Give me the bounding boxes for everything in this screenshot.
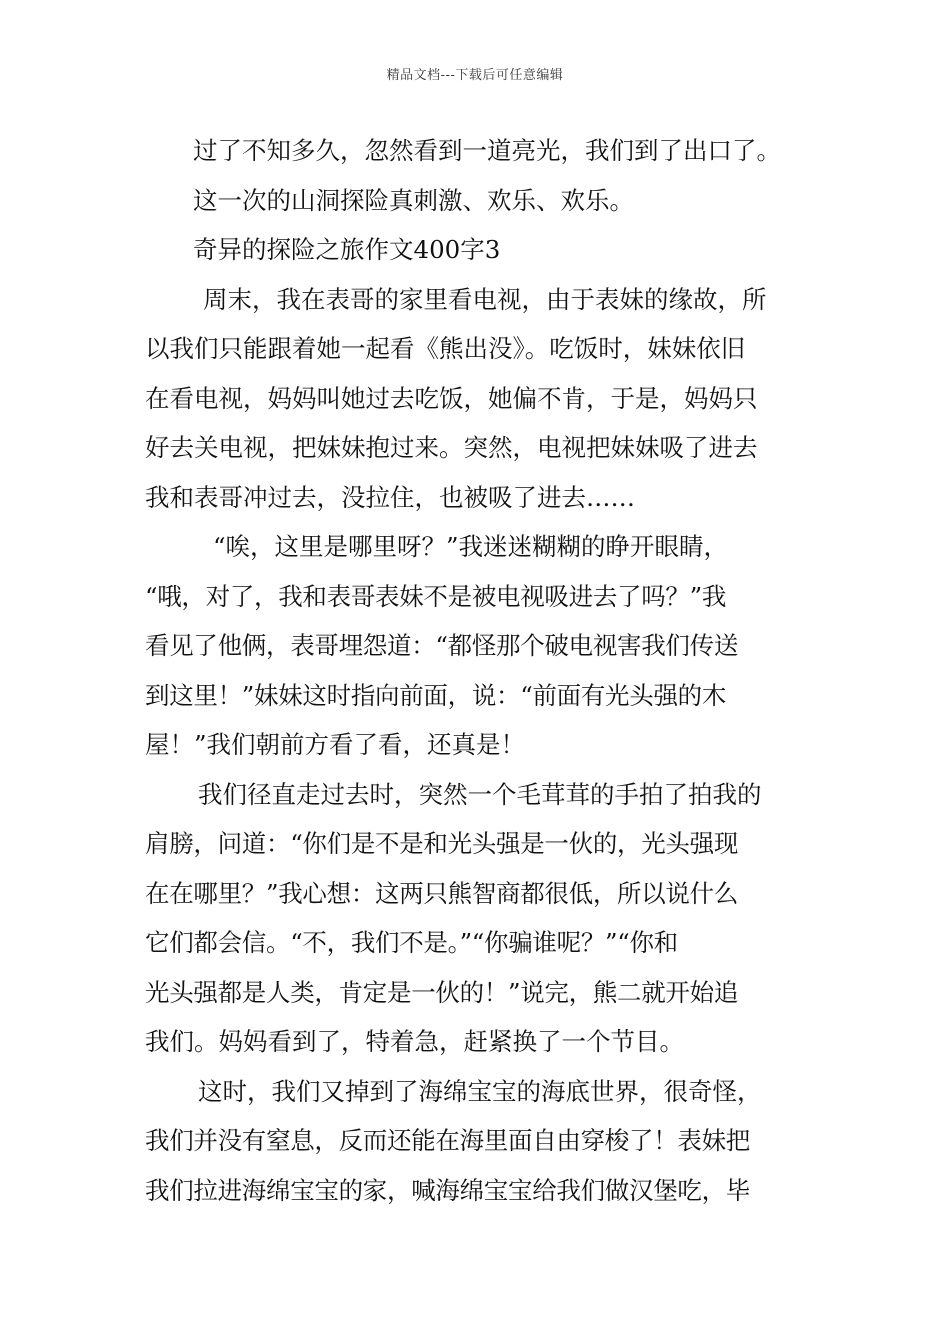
text-line: 我们并没有窒息，反而还能在海里面自由穿梭了！表妹把 — [145, 1126, 750, 1155]
text-line: “唉，这里是哪里呀？”我迷迷糊糊的睁开眼睛， — [213, 532, 729, 561]
text-line: 屋！”我们朝前方看了看，还真是！ — [145, 730, 526, 759]
text-line: 这时，我们又掉到了海绵宝宝的海底世界，很奇怪， — [198, 1076, 762, 1106]
text-line: “哦，对了，我和表哥表妹不是被电视吸进去了吗？”我 — [145, 581, 727, 611]
text-line: 以我们只能跟着她一起看《熊出没》。吃饭时，妹妹依旧 — [145, 334, 746, 363]
document-body — [145, 126, 807, 1215]
text-line: 好去关电视，把妹妹抱过来。突然，电视把妹妹吸了进去 — [145, 433, 758, 462]
text-line: 它们都会信。“不，我们不是。”“你骗谁呢？”“你和 — [145, 928, 678, 957]
text-line: 这一次的山洞探险真刺激、欢乐、欢乐。 — [193, 185, 634, 215]
text-line: 看见了他俩，表哥埋怨道：“都怪那个破电视害我们传送 — [145, 631, 739, 660]
page-header: 精品文档---下载后可任意编辑 — [386, 68, 564, 83]
text-line: 我和表哥冲过去，没拉住，也被吸了进去…… — [145, 482, 635, 512]
text-line: 我们径直走过去时，突然一个毛茸茸的手拍了拍我的 — [198, 779, 762, 809]
text-line: 肩膀，问道：“你们是不是和光头强是一伙的，光头强现 — [145, 829, 739, 858]
text-line: 在看电视，妈妈叫她过去吃饭，她偏不肯，于是，妈妈只 — [145, 383, 758, 413]
text-line: 过了不知多久，忽然看到一道亮光，我们到了出口了。 — [193, 136, 781, 165]
text-line: 到这里！”妹妹这时指向前面，说：“前面有光头强的木 — [145, 680, 727, 710]
section-title: 奇异的探险之旅作文400字3 — [193, 235, 501, 264]
text-line: 光头强都是人类，肯定是一伙的！”说完，熊二就开始追 — [145, 977, 739, 1007]
text-line: 周末，我在表哥的家里看电视，由于表妹的缘故，所 — [203, 284, 767, 314]
text-line: 我们。妈妈看到了，特着急，赶紧换了一个节目。 — [145, 1027, 684, 1056]
text-line: 我们拉进海绵宝宝的家，喊海绵宝宝给我们做汉堡吃，毕 — [145, 1175, 750, 1205]
text-line: 在在哪里？”我心想：这两只熊智商都很低，所以说什么 — [145, 878, 739, 908]
